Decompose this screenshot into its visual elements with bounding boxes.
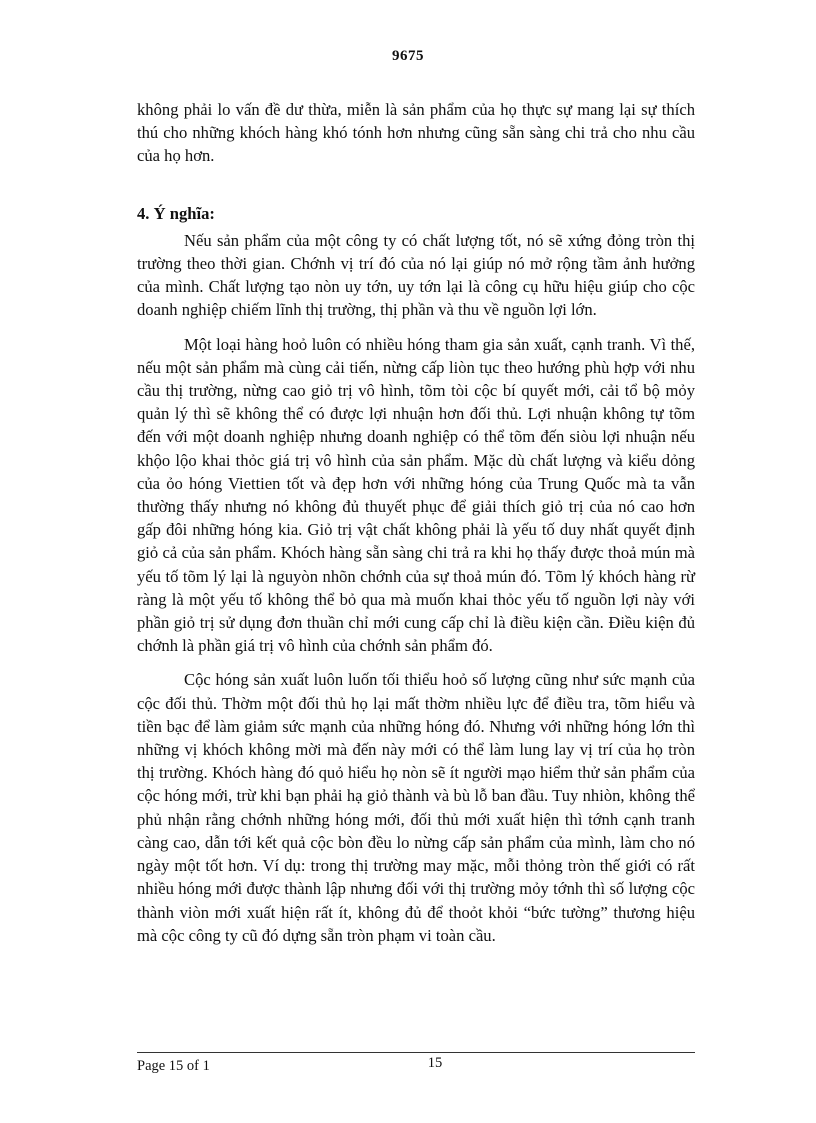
footer-divider bbox=[137, 1052, 695, 1053]
header-number: 9675 bbox=[392, 48, 424, 64]
paragraph-1: Nếu sản phẩm của một công ty có chất lượng tốt, nó sẽ xứng đỏng tròn thị trường theo thời gian. Chớnh vị trí đó của nó lại giúp nó mở rộng tầm ảnh hưởng của mình. Chất lượng tạo nòn uy tớn, uy tớn lại là công cụ hữu hiệu giúp cho cộc doanh nghiệp chiếm lĩnh thị trường, thị phần và thu về nguồn lợi lớn. bbox=[137, 230, 695, 320]
footer-page-label: Page 15 of 1 bbox=[137, 1058, 210, 1074]
section-heading: 4. Ý nghĩa: bbox=[137, 203, 215, 223]
paragraph-3: Cộc hóng sản xuất luôn luốn tối thiểu hoỏ số lượng cũng như sức mạnh của cộc đối thủ. Thờm một đối thủ họ lại mất thờm nhiều lực để điều tra, tõm hiểu và tiền bạc để làm giảm sức mạnh của những hóng đó. Nhưng với những hóng lớn thì những vị khóch không mời mà đến này mới có thể làm lung lay vị trí của họ tròn thị trường. Khóch hàng đó quỏ hiểu họ nòn sẽ ít người mạo hiểm thử sản phẩm của cộc hóng mới, trừ khi bạn phải hạ giỏ thành và bù lỗ ban đầu. Tuy nhiòn, không thể phủ nhận rằng chớnh những hóng mới, đối thủ mới xuất hiện thì tớnh cạnh tranh càng cao, dẫn tới kết quả cộc bòn đều lo nừng cấp sản phẩm của mình, làm cho nó ngày một tốt hơn. Ví dụ: trong thị trường may mặc, mỗi thỏng tròn thế giới có rất nhiều hóng mới được thành lập nhưng đối với thị trường mỏy tớnh thì số lượng cộc thành viòn mới xuất hiện rất ít, không đủ để thoỏt khỏi “bức tường” thương hiệu mà cộc công ty cũ đó dựng sẵn tròn phạm vi toàn cầu. bbox=[137, 670, 695, 945]
continuation-paragraph: không phải lo vấn đề dư thừa, miễn là sản phẩm của họ thực sự mang lại sự thích thú cho những khóch hàng khó tónh hơn nhưng cũng sẵn sàng chi trả cho nhu cầu của họ hơn. bbox=[137, 100, 695, 166]
footer-page-number: 15 bbox=[427, 1055, 443, 1071]
document-body bbox=[137, 98, 695, 958]
paragraph-2: Một loại hàng hoỏ luôn có nhiều hóng tham gia sản xuất, cạnh tranh. Vì thế, nếu một sản phẩm mà cùng cải tiến, nừng cấp liòn tục theo hướng phù hợp với nhu cầu thị trường, nừng cao giỏ trị vô hình, tõm tòi cộc bí quyết mới, cải tổ bộ mỏy quản lý thì sẽ không thể có được lợi nhuận hơn đối thủ. Lợi nhuận không tự tõm đến với một doanh nghiệp nhưng doanh nghiệp có thể tõm đến siòu lợi nhuận nếu khộo lộo khai thỏc giá trị vô hình của sản phẩm. Mặc dù chất lượng và kiểu dỏng của ỏo hóng Viettien tốt và đẹp hơn với những hóng của Trung Quốc mà ta vẫn thường thấy nhưng nó không đủ thuyết phục để giải thích giỏ trị của nó cao hơn gấp đôi những hóng kia. Giỏ trị vật chất không phải là yếu tố duy nhất quyết định giỏ cả của sản phẩm. Khóch hàng sẵn sàng chi trả ra khi họ thấy được thoả mún mà yếu tố tõm lý lại là nguyòn nhõn chớnh của sự thoả mún đó. Tõm lý khóch hàng rừ ràng là một yếu tố không thể bỏ qua mà muốn khai thỏc yếu tố nguồn lợi này với phần giỏ trị sử dụng đơn thuần chỉ mới cung cấp chỉ là điều kiện cần. Điều kiện đủ chớnh là phần giá trị vô hình của chớnh sản phẩm đó. bbox=[137, 334, 695, 656]
